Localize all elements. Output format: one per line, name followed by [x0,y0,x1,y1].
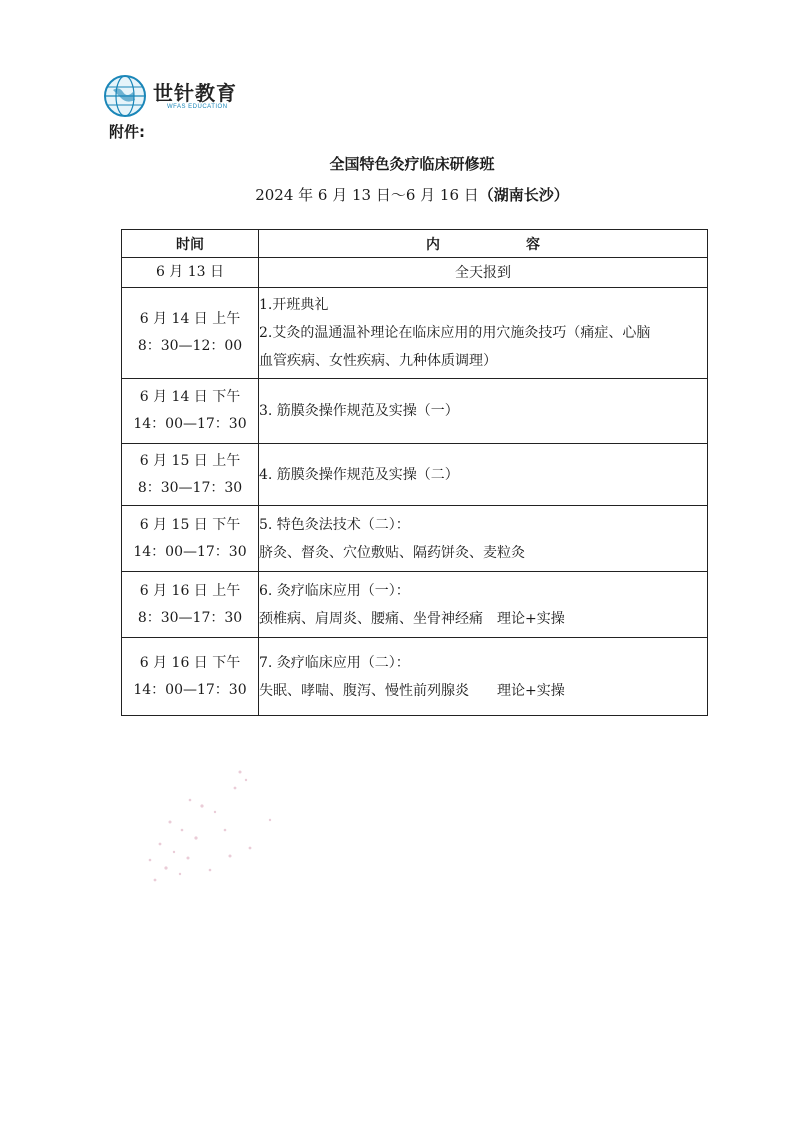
subtitle-place: （湖南长沙） [478,186,569,204]
page-title: 全国特色灸疗临床研修班 [329,155,495,173]
header-content-char-2: 容 [526,236,540,253]
header-content [259,230,708,258]
logo-name-en: WFAS EDUCATION [167,104,228,110]
row-content [259,444,708,506]
row-time [122,638,259,716]
row-content [259,572,708,638]
row-content [259,506,708,572]
row-content [259,258,708,288]
time-range: 14：00—17：30 [133,681,247,698]
row-time [122,288,259,379]
content-line: 1.开班典礼 [259,297,329,313]
content-line: 颈椎病、肩周炎、腰痛、坐骨神经痛 理论+实操 [259,610,565,627]
row-time [122,258,259,288]
row-time [122,379,259,444]
time-range: 8：30—17：30 [137,479,243,496]
header-content-char-1: 内 [426,236,440,253]
subtitle-dates: 2024 年 6 月 13 日～6 月 16 日 [255,186,479,204]
time-range: 8：30—17：30 [137,609,243,626]
table-row [122,444,708,506]
row-time [122,506,259,572]
faded-stamp-mark [130,760,330,890]
header-time: 时间 [122,230,259,258]
row-time [122,572,259,638]
row-content [259,638,708,716]
content-line: 血管疾病、女性疾病、九种体质调理） [259,353,497,369]
logo-name-cn: 世针教育 [153,81,237,105]
row-content [259,379,708,444]
table-row [122,506,708,572]
time-date: 6 月 15 日 下午 [139,516,241,533]
time-range: 14：00—17：30 [133,416,247,432]
content-line: 5. 特色灸法技术（二）： [259,516,410,533]
table-row [122,379,708,444]
table-row [122,572,708,638]
attachment-label: 附件: [109,123,145,141]
table-row [122,288,708,379]
content-line: 3. 筋膜灸操作规范及实操（一） [259,403,459,419]
content-line: 4. 筋膜灸操作规范及实操（二） [259,466,459,483]
time-date: 6 月 14 日 上午 [139,311,241,327]
content-line: 6. 灸疗临床应用（一）： [259,582,410,599]
time-date: 6 月 13 日 [155,264,225,280]
table-row [122,638,708,716]
content-line: 失眠、哮喘、腹泻、慢性前列腺炎 理论+实操 [259,682,565,699]
logo [103,73,237,119]
globe-logo-icon [103,74,147,118]
page-subtitle [12,184,800,205]
time-range: 8：30—12：00 [137,338,243,354]
time-date: 6 月 14 日 下午 [139,389,241,405]
table-header-row [122,230,708,258]
content-line: 脐灸、督灸、穴位敷贴、隔药饼灸、麦粒灸 [259,544,525,561]
content-line: 2.艾灸的温通温补理论在临床应用的用穴施灸技巧（痛症、心脑 [259,325,651,341]
time-date: 6 月 15 日 上午 [139,452,241,469]
content-line: 7. 灸疗临床应用（二）： [259,654,410,671]
row-time [122,444,259,506]
time-range: 14：00—17：30 [133,543,247,560]
content-line: 全天报到 [455,264,511,281]
time-date: 6 月 16 日 上午 [139,582,241,599]
table-row [122,258,708,288]
row-content [259,288,708,379]
time-date: 6 月 16 日 下午 [139,654,241,671]
schedule-table [121,229,708,716]
